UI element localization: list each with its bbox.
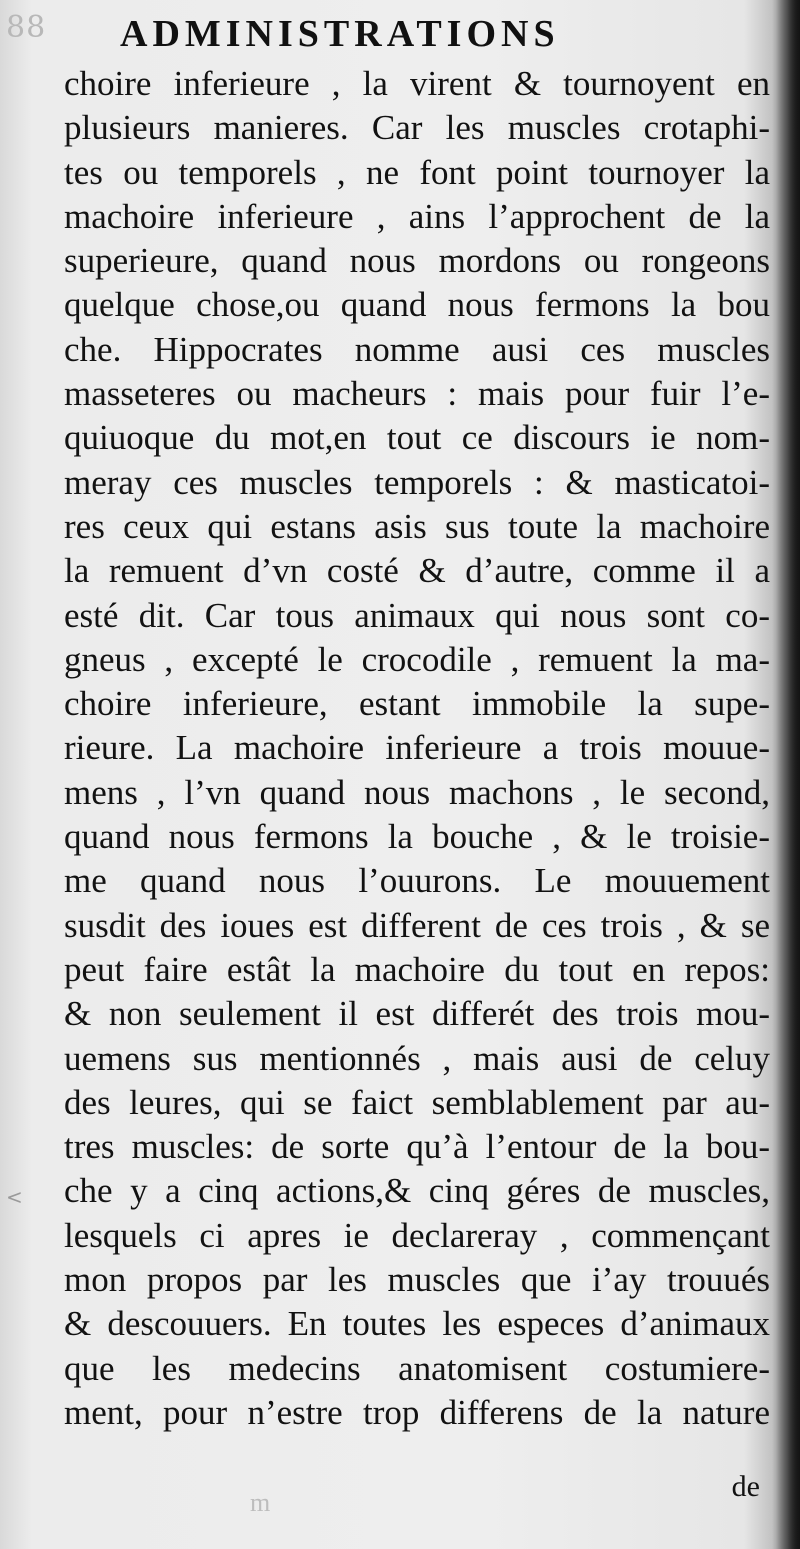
text-line: masseteres ou macheurs : mais pour fuir l’e- <box>64 374 770 414</box>
margin-mark: < <box>6 1185 23 1209</box>
text-line: ment, pour n’estre trop differens de la nature <box>64 1392 770 1432</box>
page-gutter-shadow <box>772 0 800 1549</box>
text-line: plusieurs manieres. Car les muscles crotaphi- <box>64 108 770 148</box>
text-line: rieure. La machoire inferieure a trois mouue- <box>64 728 770 768</box>
text-line: & descouuers. En toutes les especes d’animaux <box>64 1304 770 1344</box>
running-head: ADMINISTRATIONS <box>120 13 560 55</box>
text-line: gneus , excepté le crocodile , remuent la ma- <box>64 639 770 679</box>
text-line: choire inferieure, estant immobile la supe- <box>64 684 770 724</box>
text-line: choire inferieure , la virent & tournoyent en <box>64 64 770 103</box>
text-line: que les medecins anatomisent costumiere- <box>64 1348 770 1388</box>
text-line: lesquels ci apres ie declareray , commençant <box>64 1215 770 1255</box>
text-line: esté dit. Car tous animaux qui nous sont co- <box>64 595 770 635</box>
page-number: 88 <box>6 10 47 45</box>
text-line: quelque chose,ou quand nous fermons la bou <box>64 285 770 325</box>
text-line: che. Hippocrates nomme ausi ces muscles <box>64 329 770 369</box>
text-line: tes ou temporels , ne font point tournoyer la <box>64 152 770 192</box>
text-line: mens , l’vn quand nous machons , le second, <box>64 772 770 812</box>
text-line: uemens sus mentionnés , mais ausi de celuy <box>64 1038 770 1078</box>
text-line: meray ces muscles temporels : & masticatoi- <box>64 462 770 502</box>
text-line: susdit des ioues est different de ces trois , & se <box>64 905 770 945</box>
text-line: che y a cinq actions,& cinq géres de muscles, <box>64 1171 770 1211</box>
page-header <box>0 6 800 66</box>
catchword: de <box>731 1470 760 1503</box>
text-line: res ceux qui estans asis sus toute la machoire <box>64 506 770 546</box>
body-text <box>64 62 770 1435</box>
text-line: machoire inferieure , ains l’approchent de la <box>64 196 770 236</box>
text-line: la remuent d’vn costé & d’autre, comme il a <box>64 551 770 591</box>
text-line: mon propos par les muscles que i’ay trouués <box>64 1260 770 1300</box>
text-line: tres muscles: de sorte qu’à l’entour de la bou- <box>64 1127 770 1167</box>
text-line: me quand nous l’ouurons. Le mouuement <box>64 861 770 901</box>
text-line: & non seulement il est differét des trois mou- <box>64 994 770 1034</box>
text-line: quand nous fermons la bouche , & le troisie- <box>64 817 770 857</box>
text-line: des leures, qui se faict semblablement par au- <box>64 1082 770 1122</box>
text-line: superieure, quand nous mordons ou rongeons <box>64 241 770 281</box>
show-through-mark: m <box>250 1488 271 1517</box>
text-line: quiuoque du mot,en tout ce discours ie nom- <box>64 418 770 458</box>
text-line: peut faire estât la machoire du tout en repos: <box>64 949 770 989</box>
